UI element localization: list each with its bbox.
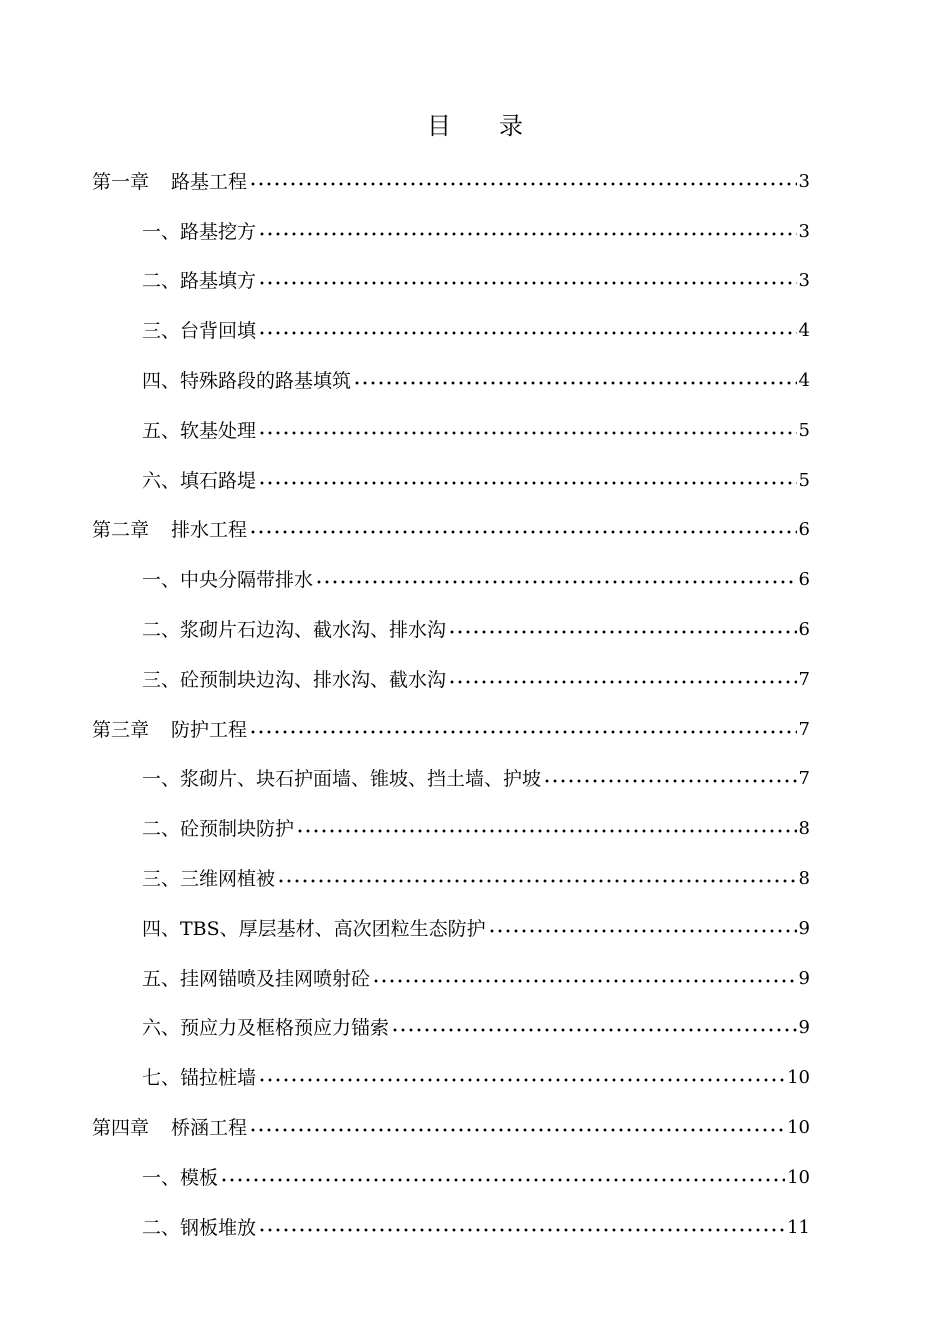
- toc-dot-leader: [258, 232, 797, 236]
- toc-section-entry[interactable]: [0, 406, 810, 456]
- toc-section-entry[interactable]: [0, 1053, 810, 1103]
- toc-page-number: 9: [798, 917, 810, 939]
- toc-section-title: 七、锚拉桩墙: [142, 1067, 257, 1090]
- toc-entry-label: [142, 561, 313, 599]
- toc-section-entry[interactable]: [0, 1004, 810, 1054]
- toc-page-number: 6: [798, 519, 810, 541]
- toc-section-entry[interactable]: [0, 306, 810, 356]
- toc-section-entry[interactable]: [0, 655, 810, 705]
- toc-section-title: 六、预应力及框格预应力锚索: [142, 1017, 390, 1040]
- toc-chapter-number: 第二章: [92, 519, 150, 542]
- toc-section-title: 二、路基填方: [142, 270, 257, 293]
- toc-dot-leader: [391, 1028, 797, 1032]
- toc-section-title: 一、中央分隔带排水: [142, 569, 314, 592]
- toc-dot-leader: [372, 979, 797, 983]
- toc-dot-leader: [296, 829, 797, 833]
- toc-dot-leader: [258, 1078, 785, 1082]
- toc-title: [0, 108, 950, 144]
- toc-page-number: 7: [798, 768, 810, 790]
- toc-section-title: 二、浆砌片石边沟、截水沟、排水沟: [142, 619, 447, 642]
- toc-page-number: 3: [798, 270, 810, 292]
- toc-section-entry[interactable]: [0, 954, 810, 1004]
- toc-section-entry[interactable]: [0, 456, 810, 506]
- toc-entry-label: [142, 1159, 218, 1197]
- toc-chapter-number: 第四章: [92, 1117, 150, 1140]
- toc-section-entry[interactable]: [0, 854, 810, 904]
- toc-section-entry[interactable]: [0, 257, 810, 307]
- toc-entry-label: [142, 213, 256, 251]
- toc-dot-leader: [448, 630, 797, 634]
- toc-dot-leader: [353, 381, 797, 385]
- toc-entry-label: [142, 760, 541, 798]
- toc-dot-leader: [258, 481, 797, 485]
- toc-chapter-entry[interactable]: [0, 157, 810, 207]
- toc-section-title: 六、填石路堤: [142, 469, 257, 492]
- toc-dot-leader: [258, 281, 797, 285]
- toc-section-entry[interactable]: [0, 356, 810, 406]
- toc-entry-label: [142, 960, 370, 998]
- toc-entry-label: [142, 1209, 256, 1247]
- toc-dot-leader: [543, 779, 797, 783]
- toc-title-text: 目 录: [427, 112, 523, 140]
- toc-section-title: 五、软基处理: [142, 419, 257, 442]
- toc-list: [0, 157, 950, 1253]
- toc-section-entry[interactable]: [0, 804, 810, 854]
- toc-entry-label: [142, 611, 446, 649]
- toc-section-title: 一、路基挖方: [142, 220, 257, 243]
- toc-section-title: 三、三维网植被: [142, 868, 276, 891]
- toc-section-title: 二、钢板堆放: [142, 1216, 257, 1239]
- toc-section-title: 一、浆砌片、块石护面墙、锥坡、挡土墙、护坡: [142, 768, 542, 791]
- toc-dot-leader: [277, 879, 797, 883]
- toc-section-entry[interactable]: [0, 904, 810, 954]
- toc-page-number: 10: [787, 1166, 810, 1188]
- toc-entry-label: [92, 1109, 247, 1147]
- toc-page-number: 8: [798, 818, 810, 840]
- toc-page-number: 9: [798, 1017, 810, 1039]
- toc-entry-label: [142, 860, 275, 898]
- toc-page-number: 7: [798, 668, 810, 690]
- toc-entry-label: [142, 1059, 256, 1097]
- toc-chapter-entry[interactable]: [0, 506, 810, 556]
- toc-page-number: 10: [787, 1067, 810, 1089]
- toc-page-number: 6: [798, 619, 810, 641]
- toc-page-number: 5: [798, 469, 810, 491]
- toc-chapter-entry[interactable]: [0, 1103, 810, 1153]
- toc-page-number: 11: [787, 1216, 810, 1238]
- toc-chapter-number: 第三章: [92, 718, 150, 741]
- toc-section-entry[interactable]: [0, 207, 810, 257]
- toc-entry-label: [142, 910, 486, 948]
- toc-section-entry[interactable]: [0, 1203, 810, 1253]
- toc-dot-leader: [448, 680, 797, 684]
- toc-page-number: 4: [798, 370, 810, 392]
- toc-entry-label: [142, 412, 256, 450]
- toc-entry-label: [142, 462, 256, 500]
- toc-entry-label: [92, 163, 247, 201]
- toc-dot-leader: [249, 530, 797, 534]
- toc-page-number: 4: [798, 320, 810, 342]
- toc-entry-label: [92, 711, 247, 749]
- toc-section-entry[interactable]: [0, 605, 810, 655]
- toc-chapter-number: 第一章: [92, 170, 150, 193]
- toc-dot-leader: [258, 431, 797, 435]
- toc-section-title: 四、特殊路段的路基填筑: [142, 370, 352, 393]
- toc-section-entry[interactable]: [0, 555, 810, 605]
- toc-page-number: 3: [798, 170, 810, 192]
- toc-dot-leader: [249, 730, 797, 734]
- toc-page-number: 7: [798, 718, 810, 740]
- toc-section-entry[interactable]: [0, 755, 810, 805]
- toc-chapter-title: 路基工程: [171, 170, 248, 193]
- toc-section-title: 五、挂网锚喷及挂网喷射砼: [142, 967, 371, 990]
- toc-dot-leader: [258, 331, 797, 335]
- toc-entry-label: [142, 1009, 389, 1047]
- toc-dot-leader: [258, 1228, 785, 1232]
- toc-page-number: 3: [798, 220, 810, 242]
- toc-section-title: 三、台背回填: [142, 320, 257, 343]
- toc-dot-leader: [220, 1178, 785, 1182]
- toc-section-title: 三、砼预制块边沟、排水沟、截水沟: [142, 668, 447, 691]
- toc-section-title: 二、砼预制块防护: [142, 818, 295, 841]
- toc-section-title: 四、TBS、厚层基材、高次团粒生态防护: [142, 917, 486, 940]
- toc-page-number: 8: [798, 868, 810, 890]
- toc-entry-label: [142, 362, 351, 400]
- toc-entry-label: [92, 511, 247, 549]
- toc-entry-label: [142, 312, 256, 350]
- toc-page-number: 5: [798, 419, 810, 441]
- toc-dot-leader: [488, 929, 797, 933]
- toc-entry-label: [142, 661, 446, 699]
- toc-dot-leader: [315, 580, 797, 584]
- toc-page-number: 10: [787, 1117, 810, 1139]
- toc-chapter-title: 桥涵工程: [171, 1117, 248, 1140]
- toc-chapter-title: 排水工程: [171, 519, 248, 542]
- toc-page-number: 6: [798, 569, 810, 591]
- toc-section-entry[interactable]: [0, 1153, 810, 1203]
- toc-chapter-entry[interactable]: [0, 705, 810, 755]
- toc-chapter-title: 防护工程: [171, 718, 248, 741]
- toc-dot-leader: [249, 182, 797, 186]
- toc-entry-label: [142, 262, 256, 300]
- toc-section-title: 一、模板: [142, 1166, 219, 1189]
- toc-entry-label: [142, 810, 294, 848]
- toc-dot-leader: [249, 1128, 785, 1132]
- toc-page-number: 9: [798, 967, 810, 989]
